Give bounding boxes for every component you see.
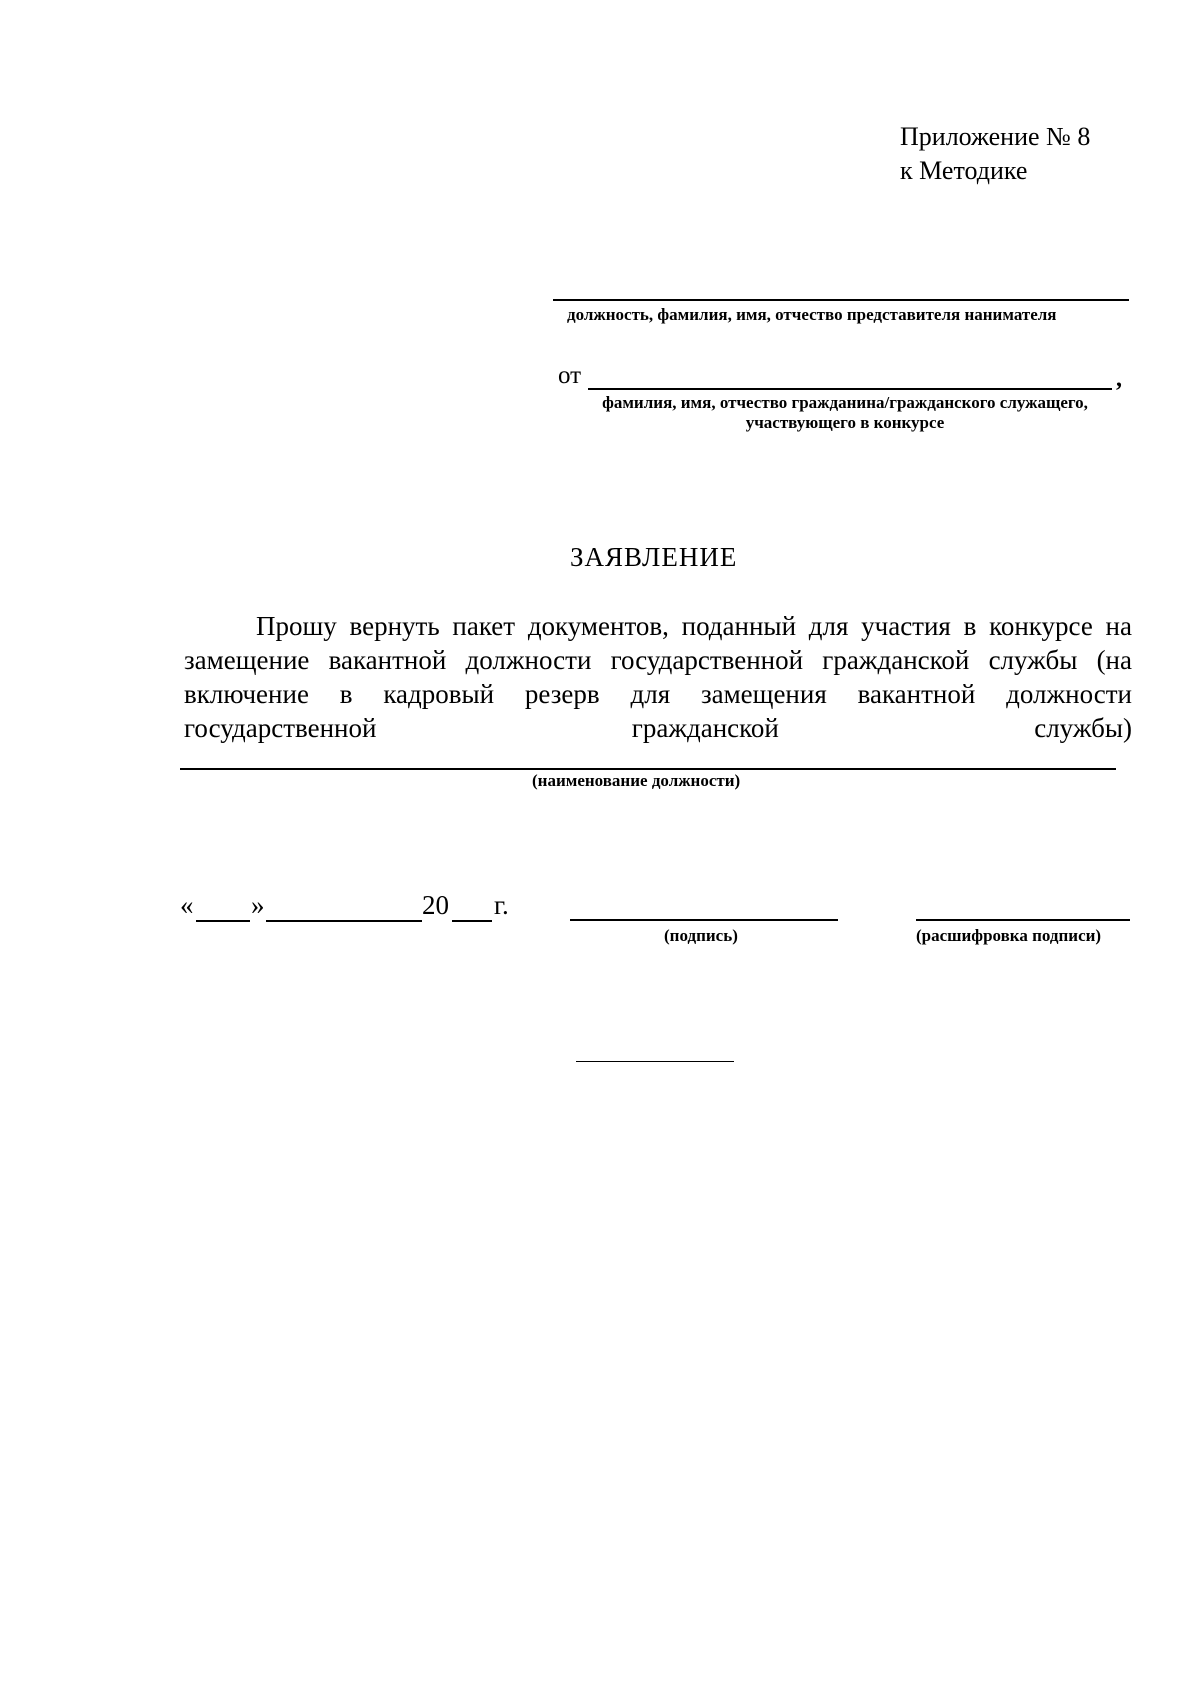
signature-decode-caption: (расшифровка подписи) [916, 926, 1102, 945]
applicant-caption-line2: участвующего в конкурсе [745, 413, 945, 432]
request-body-text: Прошу вернуть пакет документов, поданный для участия в конкурсе на замещение вакантной должности государственной гражданской службы (на включение в кадровый резерв для замещения вакантной должности государственной гражданской службы) [184, 611, 1132, 743]
closing-separator [576, 1061, 734, 1062]
date-day-line[interactable] [196, 920, 250, 922]
date-month-line[interactable] [266, 920, 422, 922]
from-label: от [558, 362, 582, 389]
appendix-heading [900, 120, 1090, 188]
date-year-suffix: г. [494, 890, 509, 920]
appendix-number: Приложение № 8 [900, 122, 1091, 151]
applicant-field-line[interactable] [588, 388, 1112, 390]
signature-caption: (подпись) [664, 926, 738, 945]
document-title: ЗАЯВЛЕНИЕ [570, 542, 738, 572]
applicant-field-comma: , [1116, 366, 1122, 392]
applicant-field-caption [560, 393, 1130, 433]
signature-decode-line[interactable] [916, 919, 1130, 921]
applicant-caption-line1: фамилия, имя, отчество гражданина/гражданского служащего, [602, 393, 1088, 412]
employer-field-line[interactable] [553, 299, 1129, 301]
date-year-line[interactable] [452, 920, 492, 922]
position-field-line[interactable] [180, 768, 1116, 770]
date-year-prefix: 20 [422, 890, 449, 920]
employer-field-caption: должность, фамилия, имя, отчество представителя нанимателя [567, 305, 1057, 324]
date-close-quote: » [251, 890, 265, 920]
position-field-caption: (наименование должности) [532, 771, 741, 790]
date-open-quote: « [180, 890, 194, 920]
signature-line[interactable] [570, 919, 838, 921]
appendix-reference: к Методике [900, 156, 1028, 185]
